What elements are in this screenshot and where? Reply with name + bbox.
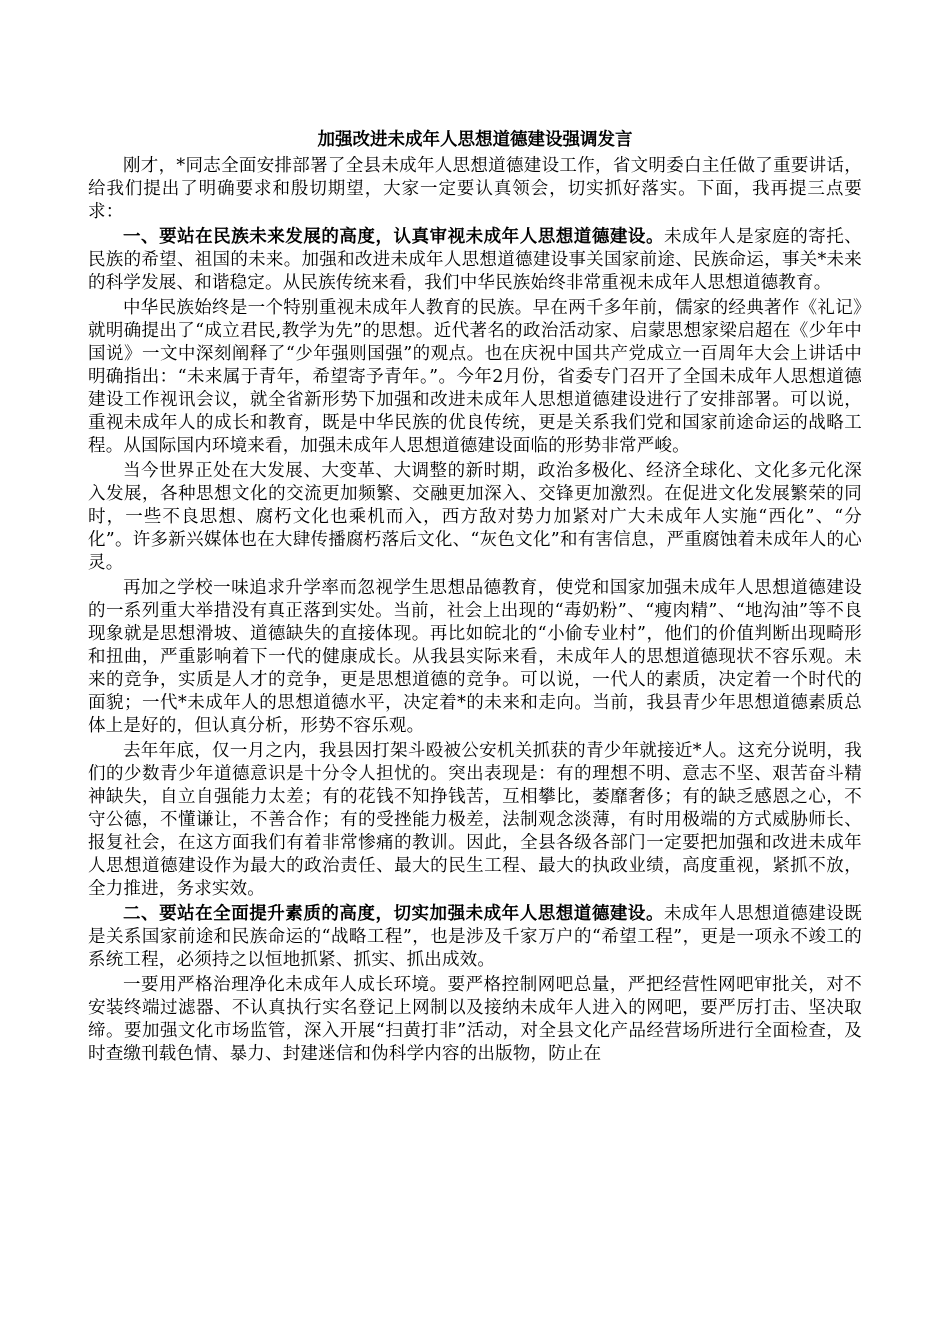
paragraph-environment [88,974,862,1066]
paragraph-text: 去年年底，仅一月之内，我县因打架斗殴被公安机关抓获的青少年就接近*人。这充分说明，我们的少数青少年道德意识是十分令人担忧的。突出表现是：有的理想不明、意志不坚、艰苦奋斗精神缺失，自立自强能力太差；有的花钱不知挣钱苦，互相攀比，萎靡奢侈；有的缺乏感恩之心，不守公德，不懂谦让，不善合作；有的受挫能力极差，法制观念淡薄，有时用极端的方式威胁师长、报复社会，在这方面我们有着非常惨痛的教训。因此，全县各级各部门一定要把加强和改进未成年人思想道德建设作为最大的政治责任、最大的民生工程、最大的执政业绩，高度重视，紧抓不放，全力推进，务求实效。 [88,741,862,899]
paragraph-text: 中华民族始终是一个特别重视未成年人教育的民族。早在两千多年前，儒家的经典著作《礼记》就明确提出了“成立君民,教学为先”的思想。近代著名的政治活动家、启蒙思想家梁启超在《少年中国说》一文中深刻阐释了“少年强则国强”的观点。也在庆祝中国共产党成立一百周年大会上讲话中明确指出：“未来属于青年，希望寄予青年。”。今年2月份，省委专门召开了全国未成年人思想道德建设工作视讯会议，就全省新形势下加强和改进未成年人思想道德建设进行了安排部署。可以说，重视未成年人的成长和教育，既是中华民族的优良传统，更是关系我们党和国家前途命运的战略工程。从国际国内环境来看，加强未成年人思想道德建设面临的形势非常严峻。 [88,298,862,456]
paragraph-text: 当今世界正处在大发展、大变革、大调整的新时期，政治多极化、经济全球化、文化多元化深入发展，各种思想文化的交流更加频繁、交融更加深入、交锋更加激烈。在促进文化发展繁荣的同时，一些不良思想、腐朽文化也乘机而入，西方敌对势力加紧对广大未成年人实施“西化”、“分化”。许多新兴媒体也在大肆传播腐朽落后文化、“灰色文化”和有害信息，严重腐蚀着未成年人的心灵。 [88,461,862,573]
paragraph-world-situation [88,460,862,575]
paragraph-text: 再加之学校一味追求升学率而忽视学生思想品德教育，使党和国家加强未成年人思想道德建设的一系列重大举措没有真正落到实处。当前，社会上出现的“毒奶粉”、“瘦肉精”、“地沟油”等不良现象就是思想滑坡、道德缺失的直接体现。再比如皖北的“小偷专业村”，他们的价值判断出现畸形和扭曲，严重影响着下一代的健康成长。从我县实际来看，未成年人的思想道德现状不容乐观。未来的竞争，实质是人才的竞争，更是思想道德的竞争。可以说，一代人的素质，决定着一个时代的面貌；一代*未成年人的思想道德水平，决定着*的未来和走向。当前，我县青少年思想道德素质总体上是好的，但认真分析，形势不容乐观。 [88,578,862,736]
document-page [88,128,862,1068]
paragraph-intro [88,155,862,224]
paragraph-section-two [88,903,862,972]
paragraph-text: 刚才，*同志全面安排部署了全县未成年人思想道德建设工作，省文明委白主任做了重要讲话，给我们提出了明确要求和殷切期望，大家一定要认真领会，切实抓好落实。下面，我再提三点要求： [88,156,862,222]
paragraph-school-issues [88,577,862,738]
paragraph-text: 未成年人是家庭的寄托、民族的希望、祖国的未来。加强和改进未成年人思想道德建设事关国家前途、民族命运，事关*未来的科学发展、和谐稳定。从民族传统来看，我们中华民族始终非常重视未成年人思想道德教育。 [88,227,863,293]
paragraph-tradition [88,297,862,458]
paragraph-section-one [88,226,862,295]
section-heading-two: 二、要站在全面提升素质的高度，切实加强未成年人思想道德建设。 [123,904,664,924]
document-title: 加强改进未成年人思想道德建设强调发言 [317,130,633,150]
paragraph-county-situation [88,740,862,901]
section-heading-one: 一、要站在民族未来发展的高度，认真审视未成年人思想道德建设。 [123,227,664,247]
paragraph-text: 未成年人思想道德建设既是关系国家前途和民族命运的“战略工程”，也是涉及千家万户的“希望工程”，更是一项永不竣工的系统工程，必须持之以恒地抓紧、抓实、抓出成效。 [88,904,863,970]
paragraph-text: 一要用严格治理净化未成年人成长环境。要严格控制网吧总量，严把经营性网吧审批关，对不安装终端过滤器、不认真执行实名登记上网制以及接纳未成年人进入的网吧，要严厉打击、坚决取缔。要加强文化市场监管，深入开展“扫黄打非”活动，对全县文化产品经营场所进行全面检查，及时查缴刊载色情、暴力、封建迷信和伪科学内容的出版物，防止在 [88,975,862,1064]
